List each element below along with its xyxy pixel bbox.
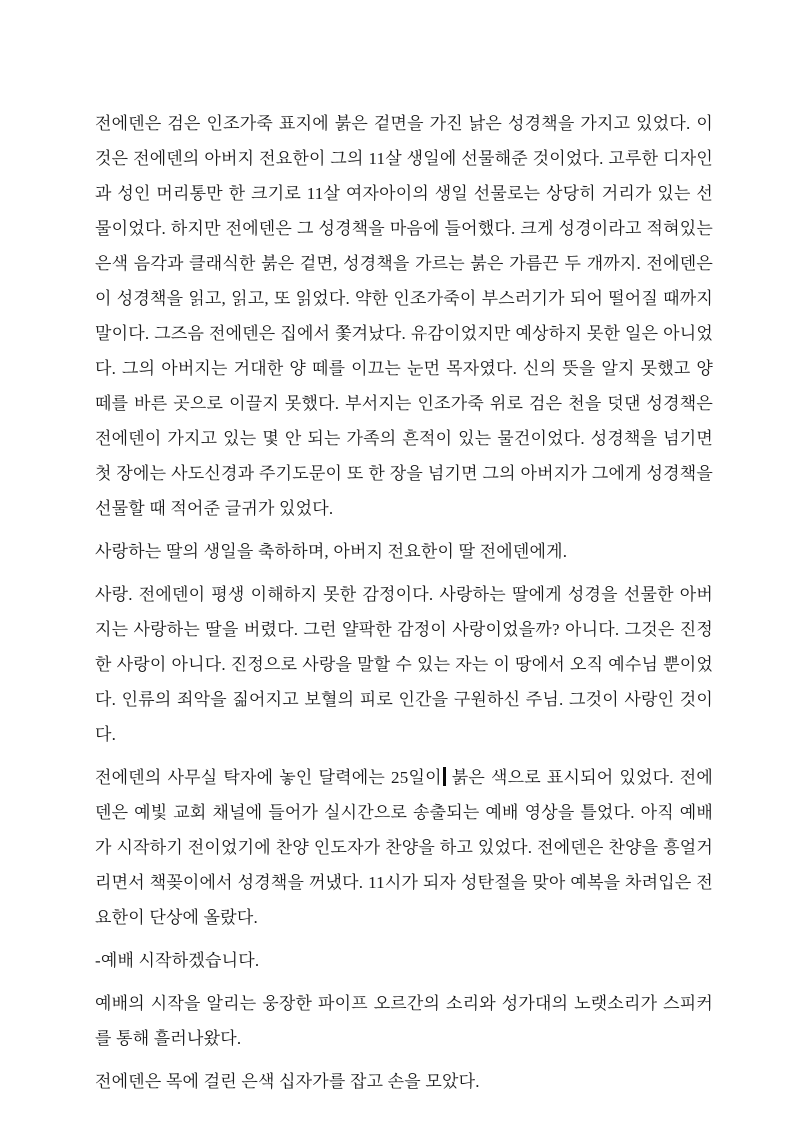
paragraph[interactable]: -예배 시작하겠습니다. [95,951,260,970]
text-segment-before-caret: 전에덴의 사무실 탁자에 놓인 달력에는 25일이 [95,768,442,787]
paragraph[interactable]: 사랑. 전에덴이 평생 이해하지 못한 감정이다. 사랑하는 딸에게 성경을 선물한 아버지는 사랑하는 딸을 버렸다. 그런 얄팍한 감정이 사랑이었을까? 아니다. 그것은 진정한 사랑이 아니다. 진정으로 사랑을 말할 수 있는 자는 이 땅에서 오직 예수님 뿐이었다. 인류의 죄악을 짊어지고 보혈의 피로 인간을 구원하신 주님. 그것이 사랑인 것이다. [95,585,713,744]
paragraph[interactable]: 전에덴은 검은 인조가죽 표지에 붉은 겉면을 가진 낡은 성경책을 가지고 있었다. 이것은 전에덴의 아버지 전요한이 그의 11살 생일에 선물해준 것이었다. 고루한 디자인과 성인 머리통만 한 크기로 11살 여자아이의 생일 선물로는 상당히 거리가 있는 선물이었다. 하지만 전에덴은 그 성경책을 마음에 들어했다. 크게 성경이라고 적혀있는 은색 음각과 클래식한 붉은 겉면, 성경책을 가르는 붉은 가름끈 두 개까지. 전에덴은 이 성경책을 읽고, 읽고, 또 읽었다. 약한 인조가죽이 부스러기가 되어 떨어질 때까지 말이다. 그즈음 전에덴은 집에서 쫓겨났다. 유감이었지만 예상하지 못한 일은 아니었다. 그의 아버지는 거대한 양 떼를 이끄는 눈먼 목자였다. 신의 뜻을 알지 못했고 양 떼를 바른 곳으로 이끌지 못했다. 부서지는 인조가죽 위로 검은 천을 덧댄 성경책은 전에덴이 가지고 있는 몇 안 되는 가족의 흔적이 있는 물건이었다. 성경책을 넘기면 첫 장에는 사도신경과 주기도문이 또 한 장을 넘기면 그의 아버지가 그에게 성경책을 선물할 때 적어준 글귀가 있었다. [95,114,713,518]
document-text-body [95,106,713,1107]
text-segment-after-caret: 붉은 색으로 표시되어 있었다. 전에덴은 예빛 교회 채널에 들어가 실시간으로 송출되는 예배 영상을 틀었다. 아직 예배가 시작하기 전이었기에 찬양 인도자가 찬양을 하고 있었다. 전에덴은 찬양을 흥얼거리면서 책꽂이에서 성경책을 꺼냈다. 11시가 되자 성탄절을 맞아 예복을 차려입은 전요한이 단상에 올랐다. [95,768,713,927]
paragraph[interactable]: 전에덴은 목에 걸린 은색 십자가를 잡고 손을 모았다. [95,1072,480,1091]
paragraph[interactable]: 예배의 시작을 알리는 웅장한 파이프 오르간의 소리와 성가대의 노랫소리가 스피커를 통해 흘러나왔다. [95,994,713,1048]
paragraph[interactable] [95,760,713,935]
paragraph[interactable]: 사랑하는 딸의 생일을 축하하며, 아버지 전요한이 딸 전에덴에게. [95,542,568,561]
